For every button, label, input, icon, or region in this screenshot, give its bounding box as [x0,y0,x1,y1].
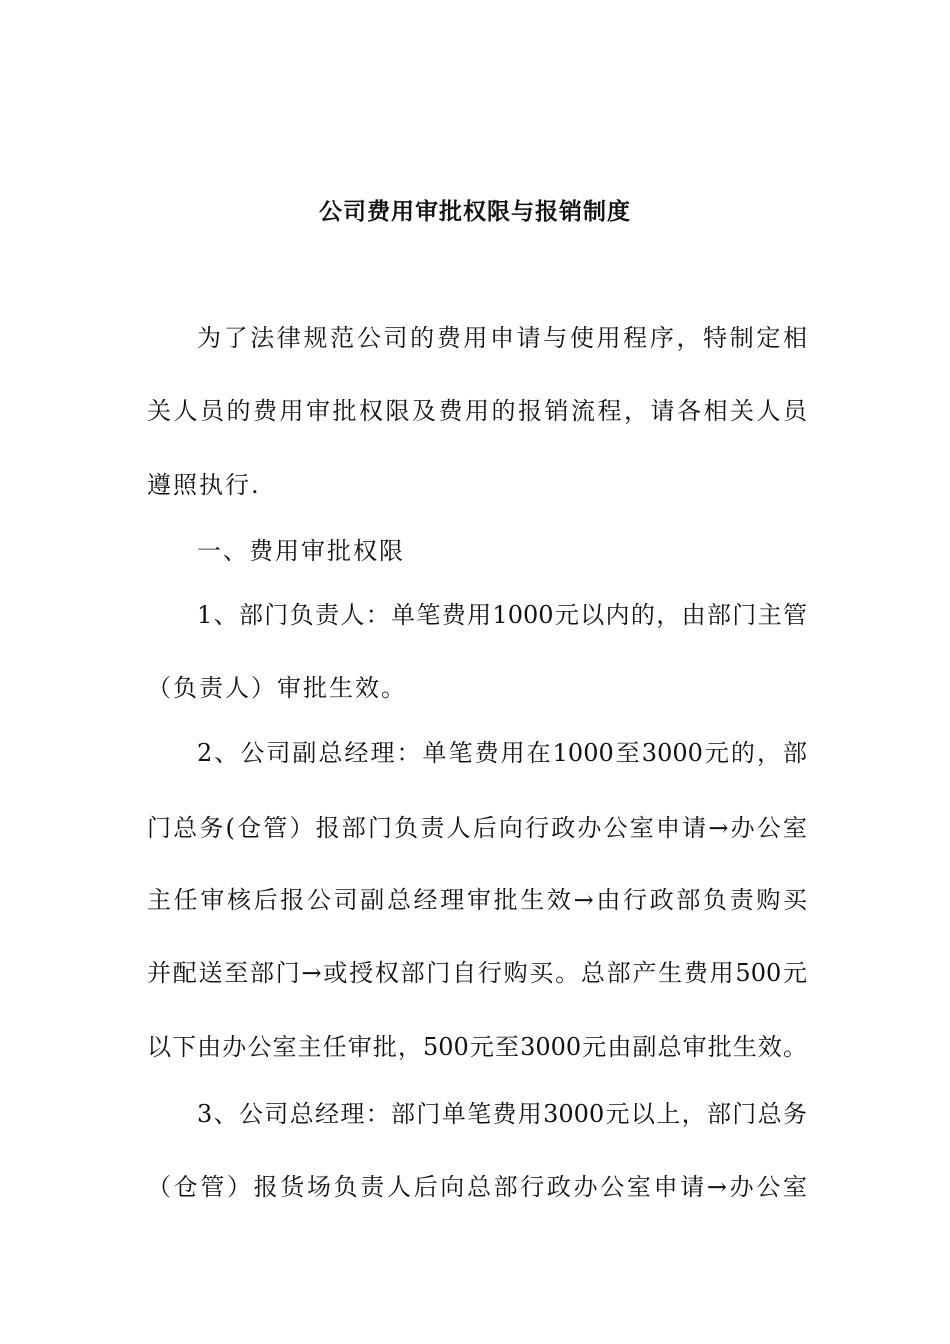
paragraph-line: 以下由办公室主任审批，500元至3000元由副总审批生效。 [147,1033,807,1061]
paragraph-line: 门总务(仓管）报部门负责人后向行政办公室申请→办公室 [147,814,807,842]
paragraph-line: 3、公司总经理：部门单笔费用3000元以上，部门总务 [197,1100,807,1128]
paragraph-line: 并配送至部门→或授权部门自行购买。总部产生费用500元 [147,959,807,987]
paragraph-line: 1、部门负责人：单笔费用1000元以内的，由部门主管 [197,601,807,629]
paragraph-line: 主任审核后报公司副总经理审批生效→由行政部负责购买 [147,886,807,914]
paragraph-line: （仓管）报货场负责人后向总部行政办公室申请→办公室 [147,1173,807,1201]
paragraph-line: 为了法律规范公司的费用申请与使用程序，特制定相 [197,324,807,352]
paragraph-line: 2、公司副总经理：单笔费用在1000至3000元的，部 [197,739,807,767]
paragraph-line: （负责人）审批生效。 [147,674,407,702]
section-heading: 一、费用审批权限 [197,537,405,565]
document-title: 公司费用审批权限与报销制度 [319,199,631,225]
paragraph-line: 关人员的费用审批权限及费用的报销流程，请各相关人员 [147,397,807,425]
paragraph-line: 遵照执行. [147,471,261,499]
